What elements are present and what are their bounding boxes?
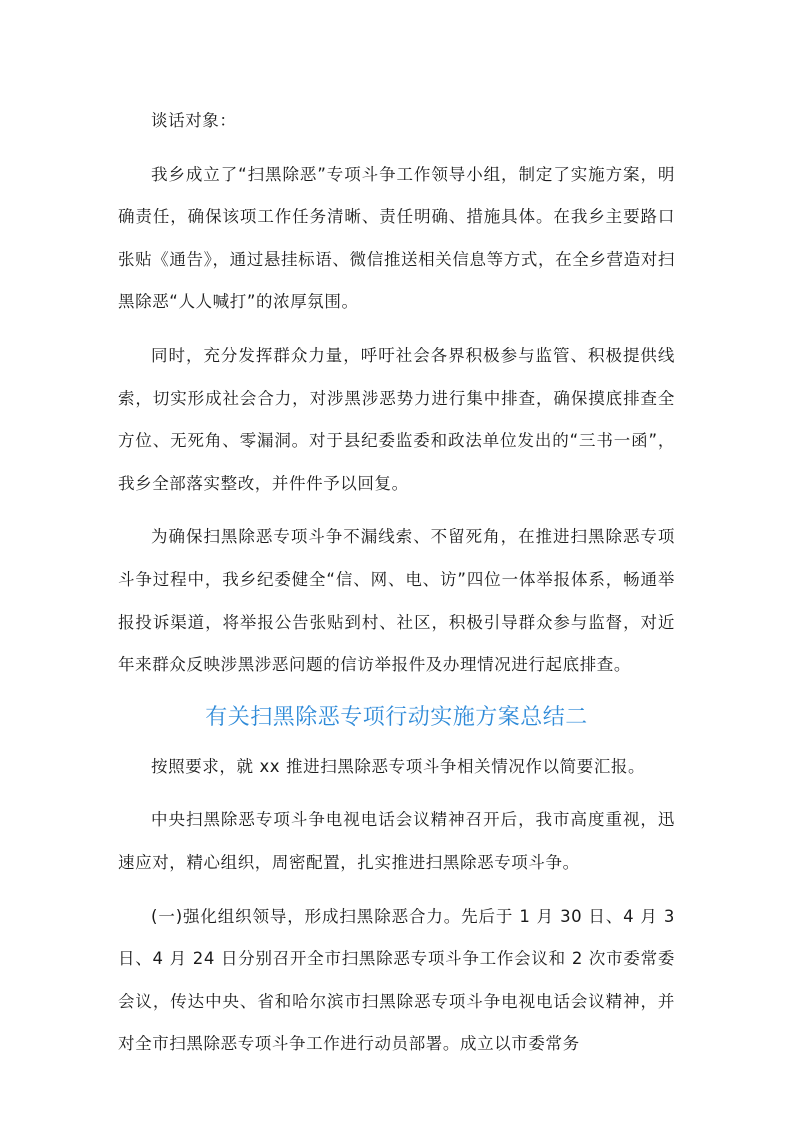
- document-body: [118, 100, 675, 1077]
- paragraph-organization-leadership: (一)强化组织领导，形成扫黑除恶合力。先后于 1 月 30 日、4 月 3 日、4 月 24 日分别召开全市扫黑除恶专项斗争工作会议和 2 次市委常委会议，传达中央、省和哈尔滨市扫黑除恶专项斗争电视电话会议精神，并对全市扫黑除恶专项斗争工作进行动员部署。成立以市委常务: [118, 906, 675, 1054]
- paragraph-report-intro: 按照要求，就 xx 推进扫黑除恶专项斗争相关情况作以简要汇报。: [151, 756, 646, 776]
- section-heading: 有关扫黑除恶专项行动实施方案总结二: [205, 704, 588, 730]
- paragraph-leading-group: 我乡成立了“扫黑除恶”专项斗争工作领导小组，制定了实施方案，明确责任，确保该项工作任务清晰、责任明确、措施具体。在我乡主要路口张贴《通告》，通过悬挂标语、微信推送相关信息等方式，在全乡营造对扫黑除恶“人人喊打”的浓厚氛围。: [118, 164, 675, 312]
- paragraph-reporting-system: 为确保扫黑除恶专项斗争不漏线索、不留死角，在推进扫黑除恶专项斗争过程中，我乡纪委健全“信、网、电、访”四位一体举报体系，畅通举报投诉渠道，将举报公告张贴到村、社区，积极引导群众参与监督，对近年来群众反映涉黑涉恶问题的信访举报件及办理情况进行起底排查。: [118, 527, 675, 675]
- paragraph-interview-subject: 谈话对象：: [151, 111, 237, 130]
- paragraph-central-meeting: 中央扫黑除恶专项斗争电视电话会议精神召开后，我市高度重视，迅速应对，精心组织，周密配置，扎实推进扫黑除恶专项斗争。: [118, 810, 675, 872]
- paragraph-mass-participation: 同时，充分发挥群众力量，呼吁社会各界积极参与监管、积极提供线索，切实形成社会合力，对涉黑涉恶势力进行集中排查，确保摸底排查全方位、无死角、零漏洞。对于县纪委监委和政法单位发出的“三书一函”，我乡全部落实整改，并件件予以回复。: [118, 345, 675, 493]
